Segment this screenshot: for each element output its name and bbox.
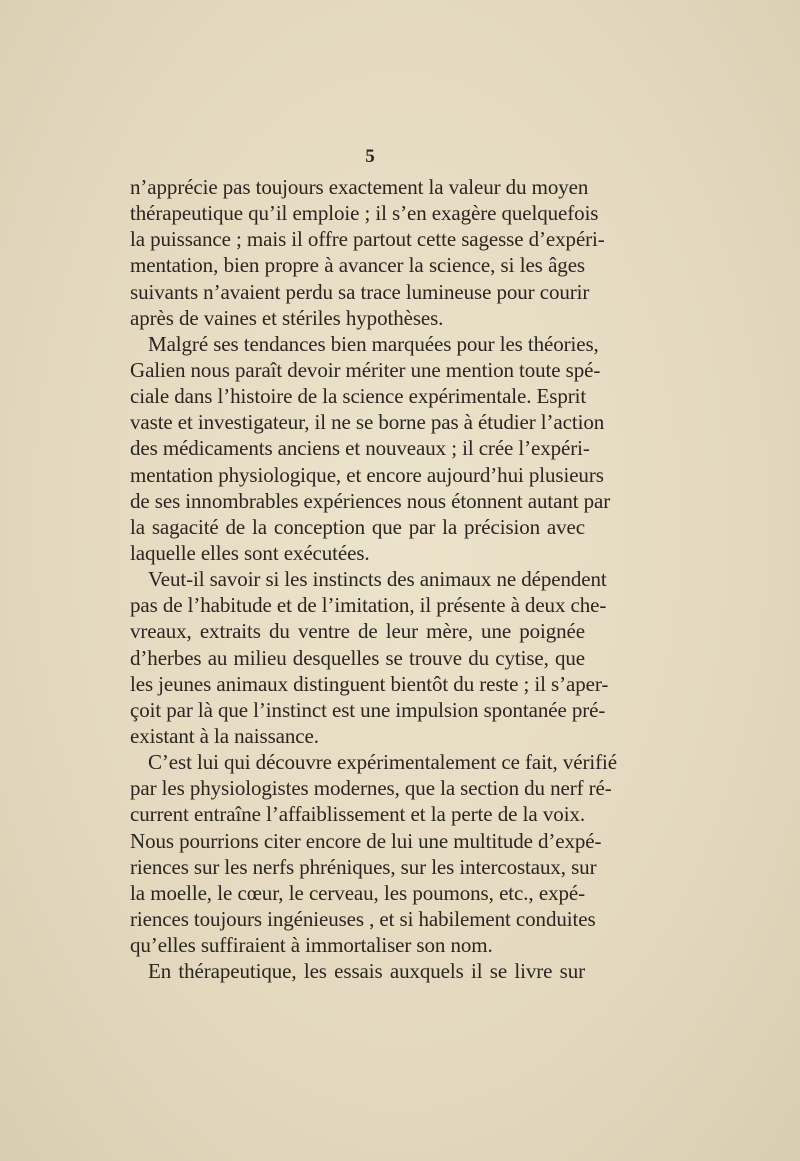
text-line: current entraîne l’affaiblissement et la perte de la voix.	[130, 802, 585, 827]
text-line: Nous pourrions citer encore de lui une multitude d’expé-	[130, 828, 602, 853]
text-line: par les physiologistes modernes, que la section du nerf ré-	[130, 776, 612, 801]
paragraph-4	[130, 749, 617, 958]
text-line: riences toujours ingénieuses , et si habilement conduites	[130, 906, 596, 931]
text-line: des médicaments anciens et nouveaux ; il crée l’expéri-	[130, 436, 590, 461]
text-line: Veut-il savoir si les instincts des animaux ne dépendent	[148, 567, 607, 592]
paragraph-5	[130, 958, 585, 984]
text-line: pas de l’habitude et de l’imitation, il présente à deux che-	[130, 593, 607, 618]
paragraph-3	[130, 566, 609, 749]
text-line: vreaux, extraits du ventre de leur mère, une poignée	[130, 619, 585, 644]
paragraph-1	[130, 174, 605, 331]
text-line: d’herbes au milieu desquelles se trouve du cytise, que	[130, 645, 585, 670]
text-line: thérapeutique qu’il emploie ; il s’en exagère quelquefois	[130, 201, 599, 226]
text-line: la puissance ; mais il offre partout cette sagesse d’expéri-	[130, 227, 605, 252]
text-line: Galien nous paraît devoir mériter une mention toute spé-	[130, 357, 601, 382]
body-text	[130, 174, 617, 984]
text-line: existant à la naissance.	[130, 723, 319, 748]
text-line: En thérapeutique, les essais auxquels il se livre sur	[148, 959, 585, 984]
paragraph-2	[130, 331, 611, 566]
text-line: la sagacité de la conception que par la précision avec	[130, 514, 585, 539]
text-line: suivants n’avaient perdu sa trace lumineuse pour courir	[130, 279, 590, 304]
text-line: laquelle elles sont exécutées.	[130, 540, 370, 565]
page-number: 5	[365, 146, 375, 167]
text-line: vaste et investigateur, il ne se borne pas à étudier l’action	[130, 410, 605, 435]
text-line: la moelle, le cœur, le cerveau, les poumons, etc., expé-	[130, 880, 585, 905]
text-line: Malgré ses tendances bien marquées pour les théories,	[148, 331, 599, 356]
text-line: ciale dans l’histoire de la science expérimentale. Esprit	[130, 384, 587, 409]
text-line: après de vaines et stériles hypothèses.	[130, 305, 444, 330]
text-line: les jeunes animaux distinguent bientôt du reste ; il s’aper-	[130, 671, 609, 696]
text-line: qu’elles suffiraient à immortaliser son nom.	[130, 933, 493, 958]
text-line: mentation physiologique, et encore aujourd’hui plusieurs	[130, 462, 604, 487]
text-line: riences sur les nerfs phréniques, sur les intercostaux, sur	[130, 854, 597, 879]
text-line: C’est lui qui découvre expérimentalement ce fait, vérifié	[148, 750, 617, 775]
text-line: de ses innombrables expériences nous étonnent autant par	[130, 488, 611, 513]
text-line: mentation, bien propre à avancer la science, si les âges	[130, 253, 585, 278]
text-line: çoit par là que l’instinct est une impulsion spontanée pré-	[130, 697, 606, 722]
text-line: n’apprécie pas toujours exactement la valeur du moyen	[130, 175, 589, 199]
